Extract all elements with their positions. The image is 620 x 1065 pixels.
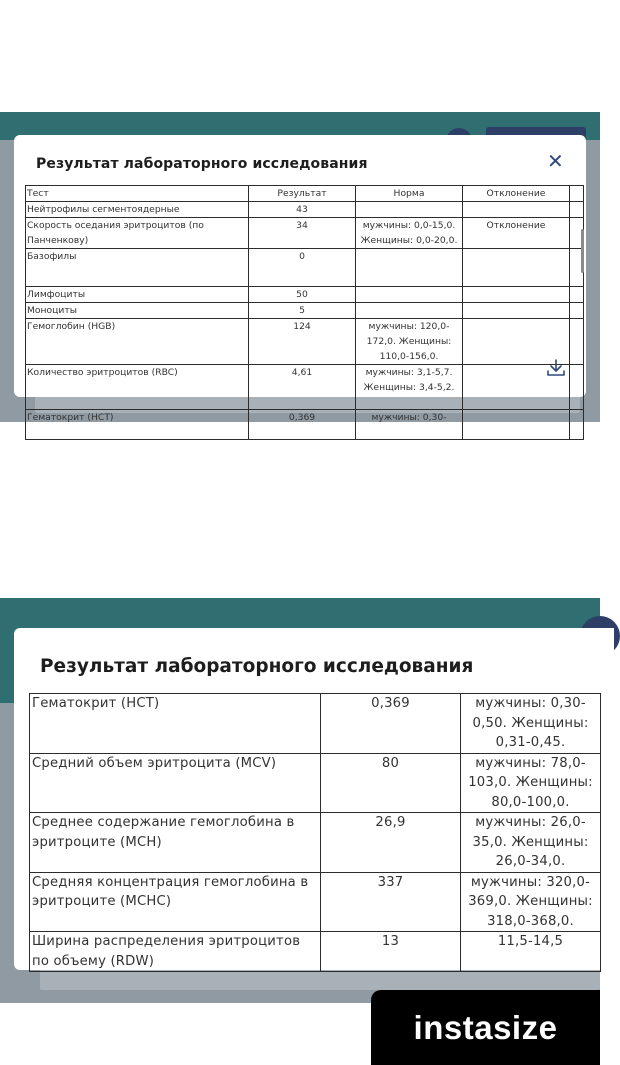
cell-test: Гематокрит (HCT)	[26, 410, 249, 440]
cell-test: Количество эритроцитов (RBC)	[26, 365, 249, 410]
table-row	[26, 303, 584, 319]
cell-norm	[356, 202, 463, 218]
cell-norm: мужчины: 0,0-15,0. Женщины: 0,0-20,0.	[356, 218, 463, 249]
cell-deviation	[463, 202, 570, 218]
cell-test: Среднее содержание гемоглобина в эритроците (MCH)	[30, 813, 321, 873]
cell-extra	[570, 365, 584, 410]
cell-test: Скорость оседания эритроцитов (по Панченкову)	[26, 218, 249, 249]
cell-norm: мужчины: 26,0-35,0. Женщины: 26,0-34,0.	[461, 813, 601, 873]
watermark-badge	[371, 990, 600, 1065]
column-header-deviation: Отклонение	[463, 186, 570, 202]
table-row	[26, 202, 584, 218]
lab-result-modal-1	[14, 135, 586, 423]
cell-test: Лимфоциты	[26, 287, 249, 303]
column-header-result: Результат	[249, 186, 356, 202]
cell-test: Моноциты	[26, 303, 249, 319]
cell-result: 43	[249, 202, 356, 218]
cell-deviation	[463, 249, 570, 287]
cell-norm: 11,5-14,5	[461, 932, 601, 972]
close-icon[interactable]: ✕	[547, 149, 564, 173]
cell-test: Нейтрофилы сегментоядерные	[26, 202, 249, 218]
cell-test: Ширина распределения эритроцитов по объему (RDW)	[30, 932, 321, 972]
cell-deviation: Отклонение	[463, 218, 570, 249]
cell-deviation	[463, 303, 570, 319]
cell-result: 337	[321, 872, 461, 932]
cell-extra	[570, 202, 584, 218]
table-header-row	[26, 186, 584, 202]
cell-extra	[570, 410, 584, 440]
cell-test: Гематокрит (HCT)	[30, 694, 321, 754]
cell-result: 0,369	[321, 694, 461, 754]
cell-test: Базофилы	[26, 249, 249, 287]
cell-norm: мужчины: 320,0-369,0. Женщины: 318,0-368,0.	[461, 872, 601, 932]
watermark-text: instasize	[413, 1009, 558, 1046]
cell-result: 26,9	[321, 813, 461, 873]
table-row	[30, 813, 601, 873]
cell-test: Средняя концентрация гемоглобина в эритроците (MCHC)	[30, 872, 321, 932]
cell-extra	[570, 287, 584, 303]
cell-norm: мужчины: 0,30-0,50. Женщины: 0,31-0,45.	[461, 694, 601, 754]
cell-test: Средний объем эритроцита (MCV)	[30, 753, 321, 813]
cell-deviation	[463, 287, 570, 303]
table-row	[26, 249, 584, 287]
cell-result: 34	[249, 218, 356, 249]
download-icon[interactable]	[545, 358, 567, 378]
cell-extra	[570, 319, 584, 365]
scrollbar-thumb[interactable]	[581, 229, 584, 273]
column-header-norm: Норма	[356, 186, 463, 202]
cell-norm	[356, 249, 463, 287]
cell-result: 50	[249, 287, 356, 303]
table-row	[26, 365, 584, 410]
lab-results-table-zoomed	[29, 693, 601, 972]
modal-title-zoomed: Результат лабораторного исследования	[40, 656, 474, 677]
cell-result: 0	[249, 249, 356, 287]
cell-norm	[356, 303, 463, 319]
cell-deviation	[463, 410, 570, 440]
cell-test: Гемоглобин (HGB)	[26, 319, 249, 365]
lab-results-table	[25, 185, 584, 440]
table-row	[26, 319, 584, 365]
table-row	[26, 287, 584, 303]
cell-norm: мужчины: 78,0-103,0. Женщины: 80,0-100,0.	[461, 753, 601, 813]
table-row	[30, 872, 601, 932]
cell-norm: мужчины: 120,0-172,0. Женщины: 110,0-156,0.	[356, 319, 463, 365]
table-row	[30, 932, 601, 972]
table-row	[30, 753, 601, 813]
cell-result: 80	[321, 753, 461, 813]
cell-result: 5	[249, 303, 356, 319]
table-row	[26, 410, 584, 440]
column-header-test: Тест	[26, 186, 249, 202]
cell-result: 0,369	[249, 410, 356, 440]
cell-extra	[570, 303, 584, 319]
cell-result: 4,61	[249, 365, 356, 410]
lab-result-modal-2	[14, 628, 614, 970]
cell-result: 124	[249, 319, 356, 365]
cell-result: 13	[321, 932, 461, 972]
cell-norm: мужчины: 3,1-5,7. Женщины: 3,4-5,2.	[356, 365, 463, 410]
column-header-extra	[570, 186, 584, 202]
table-row	[26, 218, 584, 249]
cell-norm: мужчины: 0,30-	[356, 410, 463, 440]
cell-norm	[356, 287, 463, 303]
table-row	[30, 694, 601, 754]
modal-title: Результат лабораторного исследования	[36, 156, 368, 172]
